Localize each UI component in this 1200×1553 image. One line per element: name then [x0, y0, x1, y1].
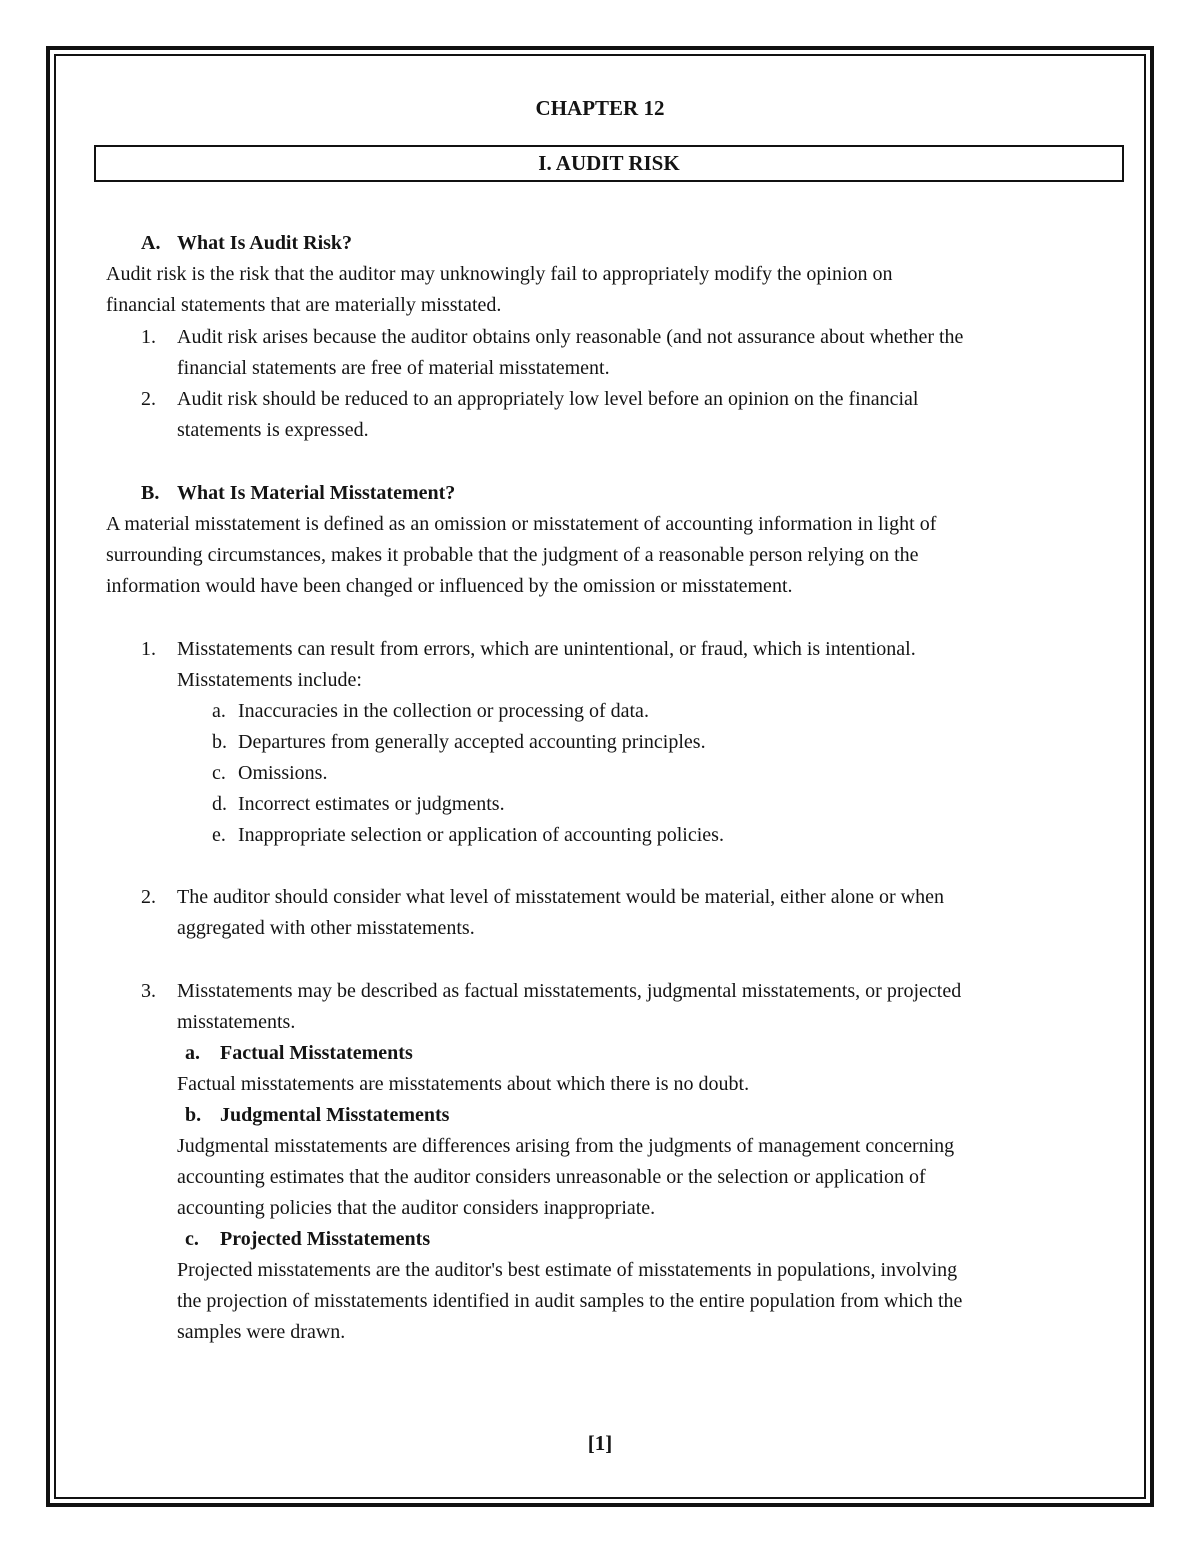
- type-text-line: the projection of misstatements identified in audit samples to the entire population from which the: [177, 1290, 963, 1312]
- section-banner: I. AUDIT RISK: [94, 145, 1124, 182]
- type-letter: c.: [185, 1228, 199, 1250]
- type-text-line: samples were drawn.: [177, 1321, 346, 1343]
- type-letter: a.: [185, 1042, 200, 1064]
- list-item-line: aggregated with other misstatements.: [177, 917, 475, 939]
- type-heading: Judgmental Misstatements: [220, 1104, 450, 1126]
- list-item-line: Audit risk should be reduced to an appropriately low level before an opinion on the financial: [177, 388, 919, 410]
- type-letter: b.: [185, 1104, 202, 1126]
- sub-item-text: Inappropriate selection or application of accounting policies.: [238, 824, 724, 846]
- sub-letter: a.: [212, 700, 226, 722]
- section-a-heading: What Is Audit Risk?: [177, 232, 353, 254]
- section-a-paragraph-line: financial statements that are materially misstated.: [106, 294, 502, 316]
- list-item-line: financial statements are free of material misstatement.: [177, 357, 610, 379]
- sub-item-text: Inaccuracies in the collection or processing of data.: [238, 700, 649, 722]
- type-text-line: Factual misstatements are misstatements about which there is no doubt.: [177, 1073, 750, 1095]
- type-text-line: Judgmental misstatements are differences arising from the judgments of management concerning: [177, 1135, 955, 1157]
- section-a-marker: A.: [141, 232, 161, 254]
- section-b-heading: What Is Material Misstatement?: [177, 482, 456, 504]
- sub-letter: e.: [212, 824, 226, 846]
- chapter-title: CHAPTER 12: [535, 96, 665, 120]
- sub-item-text: Omissions.: [238, 762, 328, 784]
- section-b-paragraph-line: surrounding circumstances, makes it probable that the judgment of a reasonable person relying on the: [106, 544, 919, 566]
- sub-item-text: Incorrect estimates or judgments.: [238, 793, 505, 815]
- type-text-line: accounting estimates that the auditor considers unreasonable or the selection or application of: [177, 1166, 926, 1188]
- sub-letter: d.: [212, 793, 227, 815]
- list-item-line: Misstatements can result from errors, which are unintentional, or fraud, which is intentional.: [177, 638, 916, 660]
- list-number: 2.: [141, 388, 156, 410]
- list-number: 3.: [141, 980, 156, 1002]
- list-item-line: Misstatements may be described as factual misstatements, judgmental misstatements, or projected: [177, 980, 962, 1002]
- list-number: 1.: [141, 638, 156, 660]
- section-a-paragraph-line: Audit risk is the risk that the auditor may unknowingly fail to appropriately modify the opinion on: [106, 263, 893, 285]
- sub-item-text: Departures from generally accepted accounting principles.: [238, 731, 706, 753]
- list-item-line: misstatements.: [177, 1011, 296, 1033]
- type-text-line: Projected misstatements are the auditor's best estimate of misstatements in populations, involving: [177, 1259, 958, 1281]
- page-number: [1]: [587, 1431, 613, 1455]
- section-b-paragraph-line: information would have been changed or influenced by the omission or misstatement.: [106, 575, 793, 597]
- sub-letter: b.: [212, 731, 227, 753]
- type-heading: Projected Misstatements: [220, 1228, 431, 1250]
- section-b-marker: B.: [141, 482, 160, 504]
- list-number: 2.: [141, 886, 156, 908]
- list-item-line: Audit risk arises because the auditor obtains only reasonable (and not assurance about whether the: [177, 326, 964, 348]
- type-text-line: accounting policies that the auditor considers inappropriate.: [177, 1197, 656, 1219]
- type-heading: Factual Misstatements: [220, 1042, 413, 1064]
- list-item-line: Misstatements include:: [177, 669, 362, 691]
- sub-letter: c.: [212, 762, 226, 784]
- list-item-line: statements is expressed.: [177, 419, 369, 441]
- list-number: 1.: [141, 326, 156, 348]
- list-item-line: The auditor should consider what level of misstatement would be material, either alone or when: [177, 886, 944, 908]
- section-b-paragraph-line: A material misstatement is defined as an omission or misstatement of accounting information in light of: [106, 513, 937, 535]
